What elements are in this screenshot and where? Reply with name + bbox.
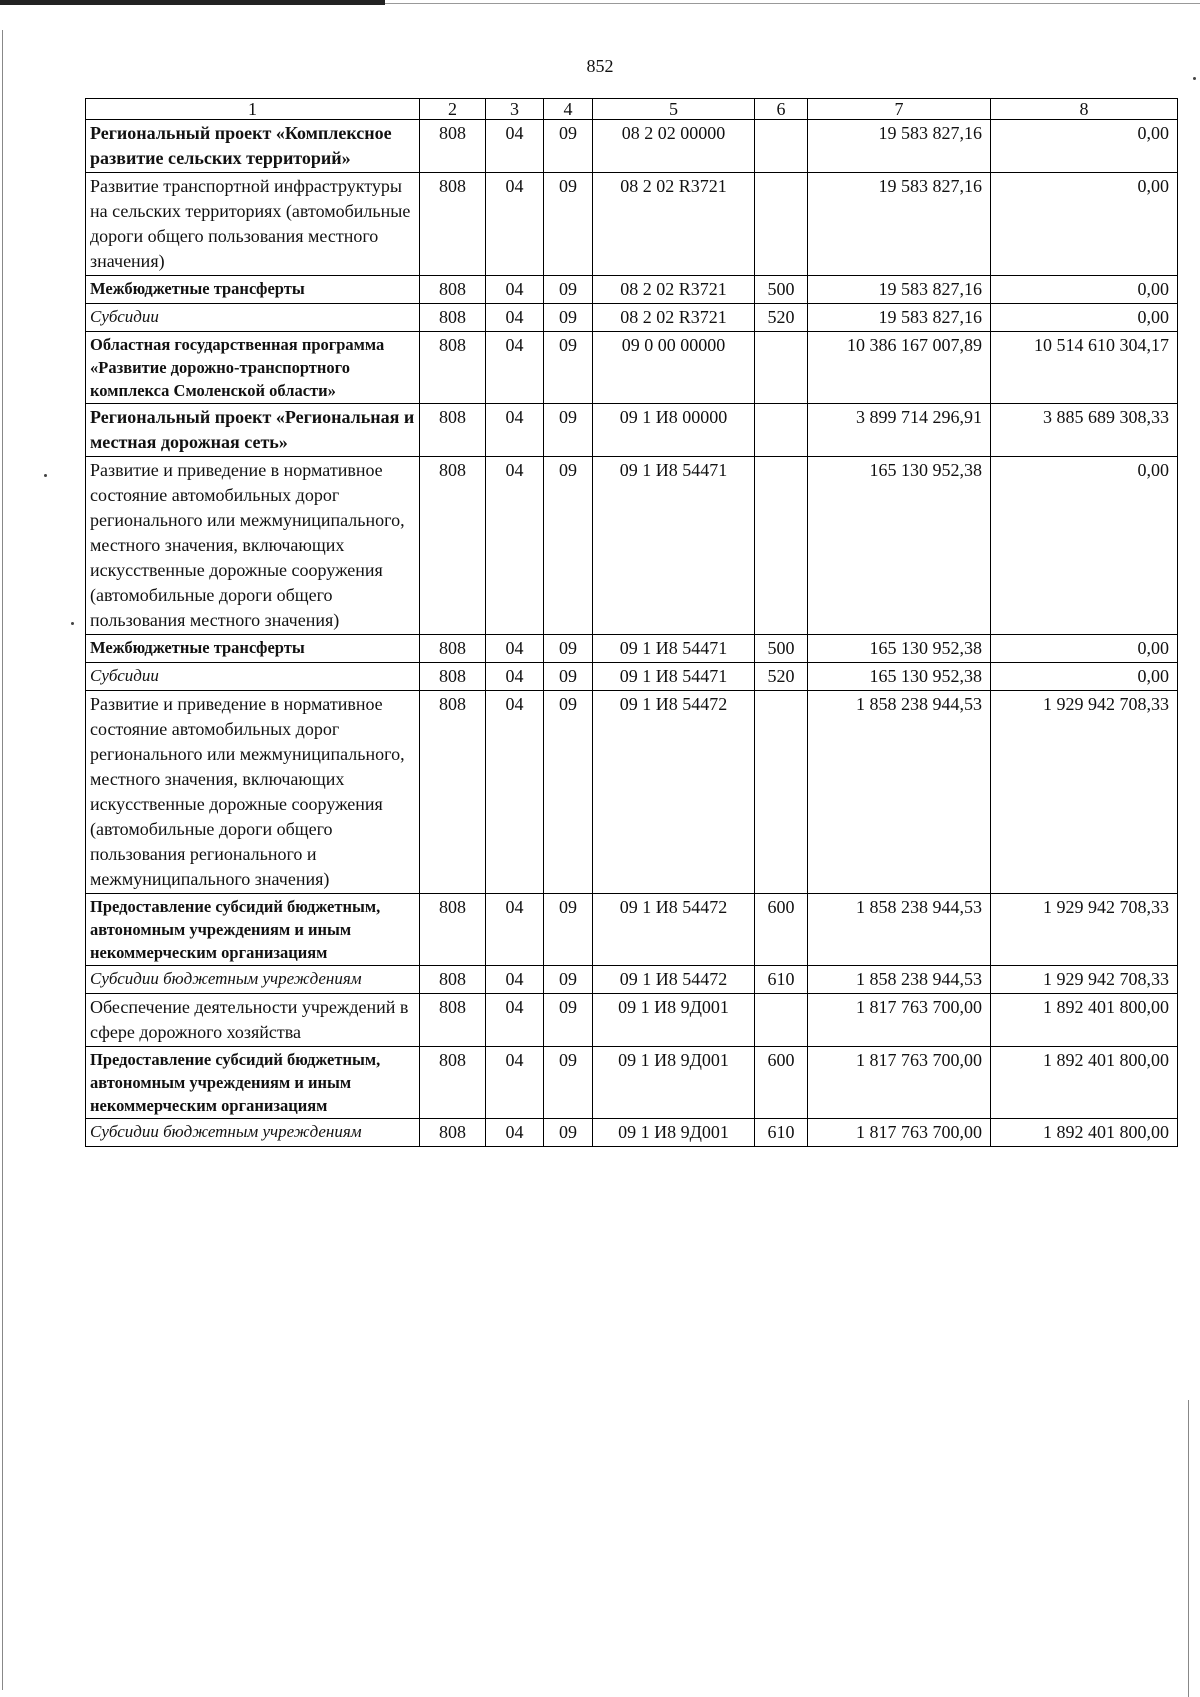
cell-code-2: 808 xyxy=(420,894,486,966)
header-cell: 3 xyxy=(486,99,544,120)
cell-code-3: 04 xyxy=(486,304,544,332)
row-name-cell: Развитие и приведение в нормативное состояние автомобильных дорог регионального или межмуниципального, местного значения, включающих искусственные дорожные сооружения (автомобильные дороги общего пользования местного значения) xyxy=(86,457,420,635)
cell-code-4: 09 xyxy=(544,404,593,457)
cell-code-4: 09 xyxy=(544,1119,593,1147)
cell-code-2: 808 xyxy=(420,332,486,404)
cell-amount-7: 3 899 714 296,91 xyxy=(808,404,991,457)
row-name-cell: Областная государственная программа «Развитие дорожно-транспортного комплекса Смоленской области» xyxy=(86,332,420,404)
cell-code-4: 09 xyxy=(544,276,593,304)
cell-code-4: 09 xyxy=(544,457,593,635)
cell-code-6: 610 xyxy=(755,966,808,994)
table-row xyxy=(86,894,1178,966)
cell-code-6: 610 xyxy=(755,1119,808,1147)
cell-amount-8: 0,00 xyxy=(991,457,1178,635)
cell-amount-7: 1 858 238 944,53 xyxy=(808,894,991,966)
row-name-cell: Субсидии xyxy=(86,304,420,332)
cell-amount-7: 19 583 827,16 xyxy=(808,276,991,304)
cell-code-2: 808 xyxy=(420,691,486,894)
cell-code-5: 08 2 02 00000 xyxy=(593,120,755,173)
cell-code-5: 09 1 И8 54471 xyxy=(593,635,755,663)
cell-code-2: 808 xyxy=(420,663,486,691)
row-name-cell: Межбюджетные трансферты xyxy=(86,635,420,663)
cell-amount-8: 1 892 401 800,00 xyxy=(991,1119,1178,1147)
row-name-cell: Предоставление субсидий бюджетным, автономным учреждениям и иным некоммерческим организациям xyxy=(86,1047,420,1119)
table-row xyxy=(86,404,1178,457)
header-cell: 6 xyxy=(755,99,808,120)
cell-code-4: 09 xyxy=(544,173,593,276)
cell-amount-8: 0,00 xyxy=(991,173,1178,276)
cell-code-3: 04 xyxy=(486,894,544,966)
scan-right-edge xyxy=(1188,1400,1189,1697)
cell-code-4: 09 xyxy=(544,635,593,663)
cell-code-4: 09 xyxy=(544,332,593,404)
cell-code-6: 500 xyxy=(755,276,808,304)
cell-code-5: 09 1 И8 54471 xyxy=(593,663,755,691)
cell-amount-7: 165 130 952,38 xyxy=(808,635,991,663)
row-name-cell: Субсидии бюджетным учреждениям xyxy=(86,966,420,994)
cell-code-3: 04 xyxy=(486,173,544,276)
cell-amount-7: 1 817 763 700,00 xyxy=(808,1047,991,1119)
cell-code-3: 04 xyxy=(486,966,544,994)
row-name-cell: Развитие транспортной инфраструктуры на сельских территориях (автомобильные дороги общего пользования местного значения) xyxy=(86,173,420,276)
page-number: 852 xyxy=(586,56,614,76)
row-name-cell: Предоставление субсидий бюджетным, автономным учреждениям и иным некоммерческим организациям xyxy=(86,894,420,966)
table-row xyxy=(86,304,1178,332)
cell-code-3: 04 xyxy=(486,457,544,635)
cell-code-2: 808 xyxy=(420,120,486,173)
cell-amount-7: 19 583 827,16 xyxy=(808,120,991,173)
cell-code-2: 808 xyxy=(420,1047,486,1119)
cell-code-5: 09 1 И8 54471 xyxy=(593,457,755,635)
row-name-cell: Обеспечение деятельности учреждений в сфере дорожного хозяйства xyxy=(86,994,420,1047)
cell-code-2: 808 xyxy=(420,304,486,332)
cell-code-6: 520 xyxy=(755,304,808,332)
header-cell: 1 xyxy=(86,99,420,120)
table-row xyxy=(86,120,1178,173)
row-name-cell: Региональный проект «Комплексное развитие сельских территорий» xyxy=(86,120,420,173)
cell-code-5: 09 1 И8 9Д001 xyxy=(593,994,755,1047)
budget-table xyxy=(85,98,1178,1147)
cell-code-6 xyxy=(755,457,808,635)
table-row xyxy=(86,994,1178,1047)
header-cell: 7 xyxy=(808,99,991,120)
cell-amount-7: 1 817 763 700,00 xyxy=(808,1119,991,1147)
cell-code-2: 808 xyxy=(420,635,486,663)
table-row xyxy=(86,691,1178,894)
cell-code-4: 09 xyxy=(544,966,593,994)
cell-amount-8: 0,00 xyxy=(991,276,1178,304)
table-row xyxy=(86,457,1178,635)
cell-amount-7: 165 130 952,38 xyxy=(808,663,991,691)
cell-amount-7: 1 858 238 944,53 xyxy=(808,966,991,994)
table-row xyxy=(86,173,1178,276)
cell-amount-7: 10 386 167 007,89 xyxy=(808,332,991,404)
cell-code-5: 08 2 02 R3721 xyxy=(593,276,755,304)
scan-left-edge xyxy=(2,30,3,1690)
row-name-cell: Развитие и приведение в нормативное состояние автомобильных дорог регионального или межмуниципального, местного значения, включающих искусственные дорожные сооружения (автомобильные дороги общего пользования регионального и межмуниципального значения) xyxy=(86,691,420,894)
cell-code-5: 08 2 02 R3721 xyxy=(593,173,755,276)
row-name-cell: Субсидии xyxy=(86,663,420,691)
cell-code-5: 09 1 И8 54472 xyxy=(593,691,755,894)
scan-speck xyxy=(44,474,47,477)
cell-code-6: 520 xyxy=(755,663,808,691)
cell-code-4: 09 xyxy=(544,894,593,966)
header-cell: 8 xyxy=(991,99,1178,120)
cell-code-3: 04 xyxy=(486,994,544,1047)
cell-code-6: 500 xyxy=(755,635,808,663)
table-row xyxy=(86,663,1178,691)
cell-code-6: 600 xyxy=(755,1047,808,1119)
cell-code-3: 04 xyxy=(486,404,544,457)
cell-code-4: 09 xyxy=(544,1047,593,1119)
cell-code-5: 09 1 И8 9Д001 xyxy=(593,1119,755,1147)
cell-code-5: 09 1 И8 9Д001 xyxy=(593,1047,755,1119)
scan-speck xyxy=(71,622,74,625)
cell-code-6 xyxy=(755,404,808,457)
cell-code-2: 808 xyxy=(420,404,486,457)
table-row xyxy=(86,966,1178,994)
cell-code-2: 808 xyxy=(420,276,486,304)
cell-code-3: 04 xyxy=(486,120,544,173)
cell-code-3: 04 xyxy=(486,635,544,663)
cell-code-2: 808 xyxy=(420,1119,486,1147)
cell-code-5: 09 1 И8 54472 xyxy=(593,966,755,994)
cell-code-4: 09 xyxy=(544,663,593,691)
cell-code-6 xyxy=(755,120,808,173)
cell-amount-8: 1 892 401 800,00 xyxy=(991,1047,1178,1119)
table-row xyxy=(86,1047,1178,1119)
table-row xyxy=(86,276,1178,304)
cell-amount-8: 0,00 xyxy=(991,304,1178,332)
cell-code-5: 09 1 И8 54472 xyxy=(593,894,755,966)
cell-amount-8: 1 929 942 708,33 xyxy=(991,894,1178,966)
cell-code-2: 808 xyxy=(420,457,486,635)
table-header-row xyxy=(86,99,1178,120)
cell-amount-7: 165 130 952,38 xyxy=(808,457,991,635)
header-cell: 4 xyxy=(544,99,593,120)
cell-amount-8: 0,00 xyxy=(991,635,1178,663)
cell-code-3: 04 xyxy=(486,1119,544,1147)
cell-code-3: 04 xyxy=(486,1047,544,1119)
row-name-cell: Межбюджетные трансферты xyxy=(86,276,420,304)
cell-amount-8: 0,00 xyxy=(991,663,1178,691)
cell-code-6: 600 xyxy=(755,894,808,966)
cell-amount-7: 1 817 763 700,00 xyxy=(808,994,991,1047)
header-cell: 5 xyxy=(593,99,755,120)
cell-code-5: 08 2 02 R3721 xyxy=(593,304,755,332)
cell-amount-8: 1 892 401 800,00 xyxy=(991,994,1178,1047)
cell-code-2: 808 xyxy=(420,173,486,276)
row-name-cell: Региональный проект «Региональная и местная дорожная сеть» xyxy=(86,404,420,457)
cell-code-3: 04 xyxy=(486,663,544,691)
cell-amount-7: 19 583 827,16 xyxy=(808,304,991,332)
cell-code-3: 04 xyxy=(486,691,544,894)
cell-code-2: 808 xyxy=(420,966,486,994)
cell-amount-8: 1 929 942 708,33 xyxy=(991,966,1178,994)
cell-code-6 xyxy=(755,691,808,894)
cell-code-4: 09 xyxy=(544,994,593,1047)
cell-code-6 xyxy=(755,173,808,276)
cell-code-2: 808 xyxy=(420,994,486,1047)
cell-code-4: 09 xyxy=(544,304,593,332)
scan-top-line xyxy=(385,3,1200,4)
cell-code-3: 04 xyxy=(486,276,544,304)
cell-code-6 xyxy=(755,994,808,1047)
cell-amount-8: 0,00 xyxy=(991,120,1178,173)
header-cell: 2 xyxy=(420,99,486,120)
cell-amount-8: 10 514 610 304,17 xyxy=(991,332,1178,404)
row-name-cell: Субсидии бюджетным учреждениям xyxy=(86,1119,420,1147)
cell-code-4: 09 xyxy=(544,691,593,894)
cell-amount-7: 19 583 827,16 xyxy=(808,173,991,276)
table-row xyxy=(86,635,1178,663)
cell-code-5: 09 1 И8 00000 xyxy=(593,404,755,457)
cell-amount-8: 1 929 942 708,33 xyxy=(991,691,1178,894)
cell-code-4: 09 xyxy=(544,120,593,173)
cell-amount-8: 3 885 689 308,33 xyxy=(991,404,1178,457)
cell-code-3: 04 xyxy=(486,332,544,404)
table-row xyxy=(86,332,1178,404)
cell-amount-7: 1 858 238 944,53 xyxy=(808,691,991,894)
scan-top-edge xyxy=(0,0,385,5)
scan-speck xyxy=(1193,77,1196,80)
table-row xyxy=(86,1119,1178,1147)
cell-code-6 xyxy=(755,332,808,404)
cell-code-5: 09 0 00 00000 xyxy=(593,332,755,404)
